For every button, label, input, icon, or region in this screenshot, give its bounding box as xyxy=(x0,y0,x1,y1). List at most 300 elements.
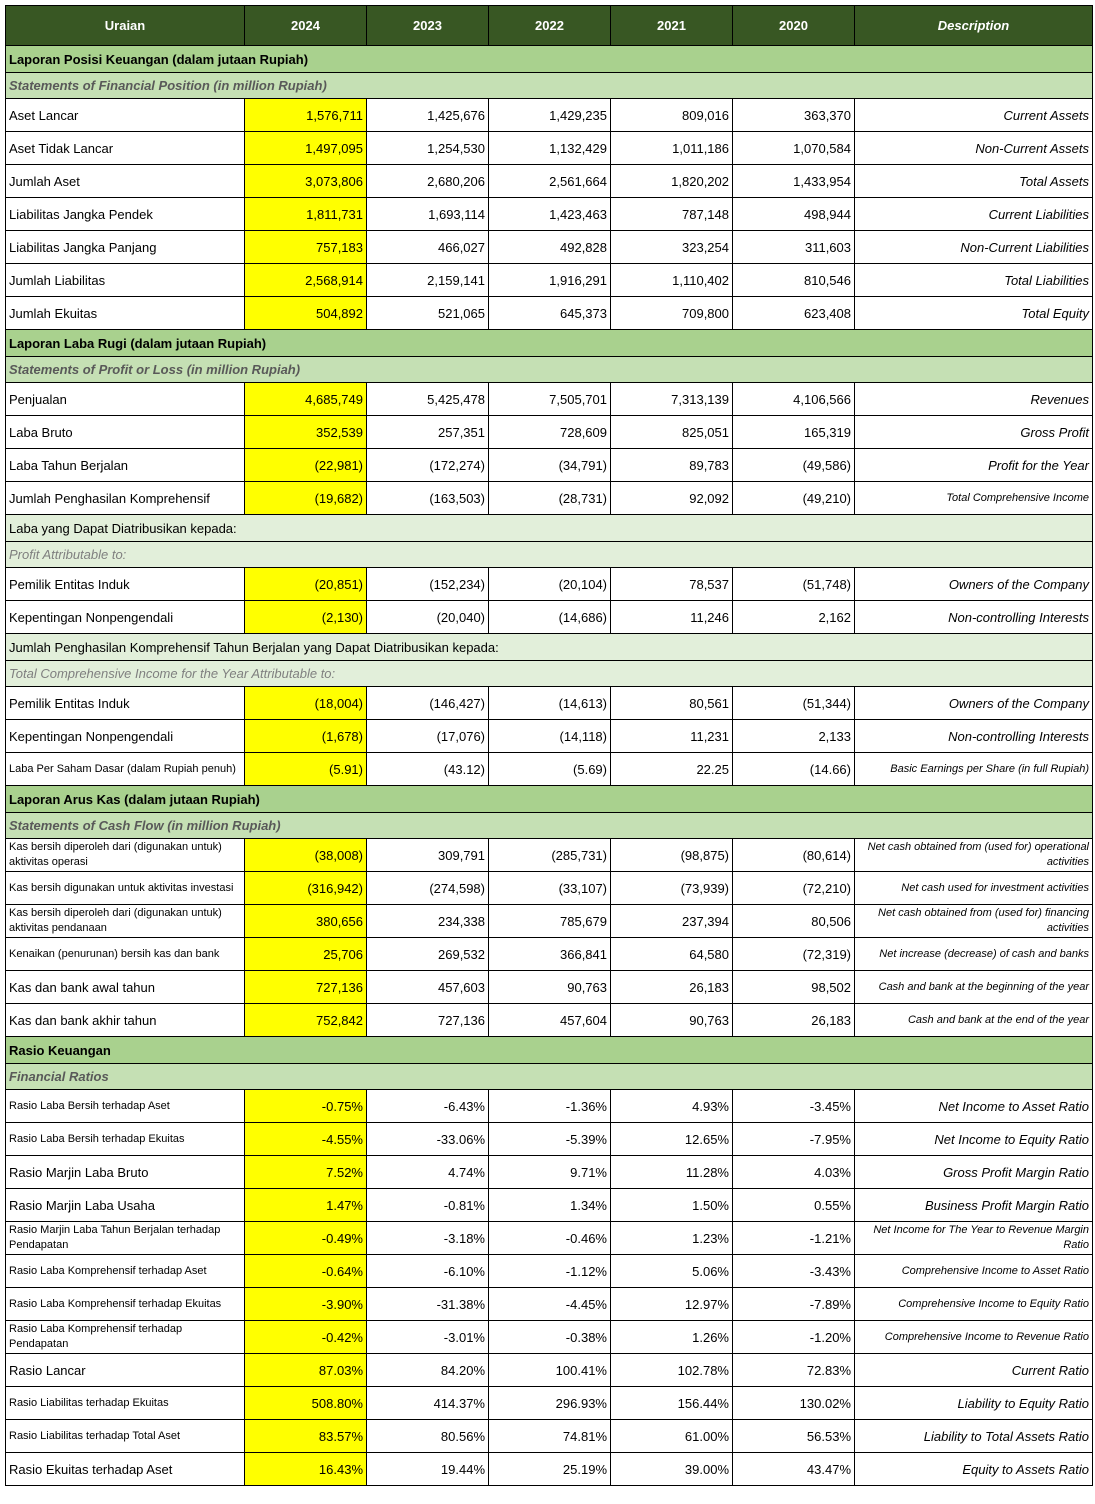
section-subtitle xyxy=(6,813,1093,839)
row-label: Rasio Marjin Laba Usaha xyxy=(6,1189,245,1222)
row-label: Kas bersih digunakan untuk aktivitas investasi xyxy=(6,872,245,905)
cell-2024: 1,497,095 xyxy=(245,132,367,165)
cell-2022: 785,679 xyxy=(489,905,611,938)
cell-2020: 498,944 xyxy=(733,198,855,231)
row-description: Net Income for The Year to Revenue Margin Ratio xyxy=(855,1222,1093,1255)
cell-2024: 3,073,806 xyxy=(245,165,367,198)
cell-2023: -31.38% xyxy=(367,1288,489,1321)
cell-2020: (49,586) xyxy=(733,449,855,482)
cell-2021: 787,148 xyxy=(611,198,733,231)
table-row xyxy=(6,1453,1093,1486)
row-label: Jumlah Aset xyxy=(6,165,245,198)
row-description: Current Ratio xyxy=(855,1354,1093,1387)
cell-2021: 4.93% xyxy=(611,1090,733,1123)
cell-2023: 2,680,206 xyxy=(367,165,489,198)
row-label: Kas dan bank awal tahun xyxy=(6,971,245,1004)
cell-2023: (146,427) xyxy=(367,687,489,720)
row-label: Kas bersih diperoleh dari (digunakan untuk) aktivitas operasi xyxy=(6,839,245,872)
table-row xyxy=(6,872,1093,905)
cell-2021: 825,051 xyxy=(611,416,733,449)
cell-2023: 80.56% xyxy=(367,1420,489,1453)
cell-2024: (19,682) xyxy=(245,482,367,515)
cell-2020: 26,183 xyxy=(733,1004,855,1037)
cell-2023: -3.01% xyxy=(367,1321,489,1354)
row-description: Revenues xyxy=(855,383,1093,416)
row-description: Current Assets xyxy=(855,99,1093,132)
table-row xyxy=(6,687,1093,720)
cell-2022: 728,609 xyxy=(489,416,611,449)
cell-2020: 1,433,954 xyxy=(733,165,855,198)
row-label: Liabilitas Jangka Panjang xyxy=(6,231,245,264)
cell-2022: (33,107) xyxy=(489,872,611,905)
cell-2021: 809,016 xyxy=(611,99,733,132)
cell-2022: 90,763 xyxy=(489,971,611,1004)
cell-2021: 92,092 xyxy=(611,482,733,515)
group-title xyxy=(6,515,1093,542)
cell-2024: 352,539 xyxy=(245,416,367,449)
section-title-label: Laporan Posisi Keuangan (dalam jutaan Rupiah) xyxy=(6,46,1093,73)
cell-2021: 12.97% xyxy=(611,1288,733,1321)
cell-2022: -0.46% xyxy=(489,1222,611,1255)
cell-2021: 709,800 xyxy=(611,297,733,330)
row-description: Equity to Assets Ratio xyxy=(855,1453,1093,1486)
section-title-label: Laporan Laba Rugi (dalam jutaan Rupiah) xyxy=(6,330,1093,357)
cell-2022: -4.45% xyxy=(489,1288,611,1321)
cell-2022: 645,373 xyxy=(489,297,611,330)
section-title xyxy=(6,46,1093,73)
table-row xyxy=(6,1387,1093,1420)
cell-2023: 1,254,530 xyxy=(367,132,489,165)
cell-2021: 1.26% xyxy=(611,1321,733,1354)
header-year-2021: 2021 xyxy=(611,6,733,46)
row-label: Kas bersih diperoleh dari (digunakan untuk) aktivitas pendanaan xyxy=(6,905,245,938)
table-row xyxy=(6,297,1093,330)
section-title xyxy=(6,786,1093,813)
row-label: Rasio Lancar xyxy=(6,1354,245,1387)
cell-2021: 78,537 xyxy=(611,568,733,601)
section-subtitle xyxy=(6,357,1093,383)
header-uraian: Uraian xyxy=(6,6,245,46)
cell-2022: 9.71% xyxy=(489,1156,611,1189)
cell-2023: (172,274) xyxy=(367,449,489,482)
row-label: Laba Per Saham Dasar (dalam Rupiah penuh) xyxy=(6,753,245,786)
cell-2024: -3.90% xyxy=(245,1288,367,1321)
cell-2020: 72.83% xyxy=(733,1354,855,1387)
header-year-2022: 2022 xyxy=(489,6,611,46)
cell-2024: (22,981) xyxy=(245,449,367,482)
cell-2021: 39.00% xyxy=(611,1453,733,1486)
row-label: Rasio Laba Komprehensif terhadap Aset xyxy=(6,1255,245,1288)
table-row xyxy=(6,568,1093,601)
cell-2021: 102.78% xyxy=(611,1354,733,1387)
group-title xyxy=(6,634,1093,661)
cell-2021: (73,939) xyxy=(611,872,733,905)
cell-2020: 0.55% xyxy=(733,1189,855,1222)
cell-2020: 363,370 xyxy=(733,99,855,132)
table-row xyxy=(6,1123,1093,1156)
row-label: Jumlah Liabilitas xyxy=(6,264,245,297)
cell-2024: 1,576,711 xyxy=(245,99,367,132)
cell-2024: (20,851) xyxy=(245,568,367,601)
row-label: Jumlah Penghasilan Komprehensif xyxy=(6,482,245,515)
cell-2020: 98,502 xyxy=(733,971,855,1004)
row-description: Gross Profit Margin Ratio xyxy=(855,1156,1093,1189)
cell-2024: (1,678) xyxy=(245,720,367,753)
cell-2024: 25,706 xyxy=(245,938,367,971)
cell-2020: 311,603 xyxy=(733,231,855,264)
cell-2022: (285,731) xyxy=(489,839,611,872)
table-row xyxy=(6,971,1093,1004)
row-description: Net increase (decrease) of cash and banks xyxy=(855,938,1093,971)
cell-2021: 11.28% xyxy=(611,1156,733,1189)
table-row xyxy=(6,416,1093,449)
cell-2023: 2,159,141 xyxy=(367,264,489,297)
cell-2023: -6.10% xyxy=(367,1255,489,1288)
cell-2020: -3.43% xyxy=(733,1255,855,1288)
cell-2020: (51,344) xyxy=(733,687,855,720)
table-row xyxy=(6,601,1093,634)
cell-2021: 12.65% xyxy=(611,1123,733,1156)
row-description: Cash and bank at the beginning of the year xyxy=(855,971,1093,1004)
row-label: Laba Tahun Berjalan xyxy=(6,449,245,482)
cell-2021: 11,231 xyxy=(611,720,733,753)
cell-2023: 414.37% xyxy=(367,1387,489,1420)
row-description: Gross Profit xyxy=(855,416,1093,449)
cell-2020: 43.47% xyxy=(733,1453,855,1486)
cell-2024: 2,568,914 xyxy=(245,264,367,297)
row-description: Total Equity xyxy=(855,297,1093,330)
cell-2022: (5.69) xyxy=(489,753,611,786)
cell-2024: (2,130) xyxy=(245,601,367,634)
table-row xyxy=(6,839,1093,872)
row-description: Owners of the Company xyxy=(855,687,1093,720)
row-label: Rasio Marjin Laba Tahun Berjalan terhadap Pendapatan xyxy=(6,1222,245,1255)
cell-2021: 89,783 xyxy=(611,449,733,482)
row-description: Comprehensive Income to Revenue Ratio xyxy=(855,1321,1093,1354)
row-description: Liability to Equity Ratio xyxy=(855,1387,1093,1420)
cell-2021: 11,246 xyxy=(611,601,733,634)
row-description: Current Liabilities xyxy=(855,198,1093,231)
row-description: Total Assets xyxy=(855,165,1093,198)
cell-2023: 84.20% xyxy=(367,1354,489,1387)
header-row xyxy=(6,6,1093,46)
cell-2020: 2,133 xyxy=(733,720,855,753)
cell-2023: 234,338 xyxy=(367,905,489,938)
cell-2022: -1.12% xyxy=(489,1255,611,1288)
cell-2020: -7.89% xyxy=(733,1288,855,1321)
row-label: Kenaikan (penurunan) bersih kas dan bank xyxy=(6,938,245,971)
cell-2023: 4.74% xyxy=(367,1156,489,1189)
cell-2024: 1,811,731 xyxy=(245,198,367,231)
cell-2020: 4,106,566 xyxy=(733,383,855,416)
cell-2020: 623,408 xyxy=(733,297,855,330)
cell-2022: -1.36% xyxy=(489,1090,611,1123)
cell-2021: 7,313,139 xyxy=(611,383,733,416)
cell-2020: -1.20% xyxy=(733,1321,855,1354)
cell-2022: 7,505,701 xyxy=(489,383,611,416)
cell-2024: 1.47% xyxy=(245,1189,367,1222)
cell-2024: -0.75% xyxy=(245,1090,367,1123)
table-row xyxy=(6,198,1093,231)
row-label: Jumlah Ekuitas xyxy=(6,297,245,330)
cell-2021: 80,561 xyxy=(611,687,733,720)
group-subtitle xyxy=(6,542,1093,568)
cell-2023: 5,425,478 xyxy=(367,383,489,416)
section-title xyxy=(6,1037,1093,1064)
row-description: Basic Earnings per Share (in full Rupiah) xyxy=(855,753,1093,786)
row-label: Rasio Liabilitas terhadap Total Aset xyxy=(6,1420,245,1453)
cell-2023: 457,603 xyxy=(367,971,489,1004)
cell-2022: 1,429,235 xyxy=(489,99,611,132)
table-row xyxy=(6,905,1093,938)
row-description: Business Profit Margin Ratio xyxy=(855,1189,1093,1222)
cell-2023: 521,065 xyxy=(367,297,489,330)
row-description: Non-controlling Interests xyxy=(855,720,1093,753)
cell-2020: (14.66) xyxy=(733,753,855,786)
cell-2021: (98,875) xyxy=(611,839,733,872)
section-subtitle-label: Statements of Profit or Loss (in million Rupiah) xyxy=(6,357,1093,383)
section-title-label: Rasio Keuangan xyxy=(6,1037,1093,1064)
row-label: Aset Tidak Lancar xyxy=(6,132,245,165)
cell-2021: 22.25 xyxy=(611,753,733,786)
cell-2020: 165,319 xyxy=(733,416,855,449)
header-year-2023: 2023 xyxy=(367,6,489,46)
table-row xyxy=(6,165,1093,198)
cell-2020: -7.95% xyxy=(733,1123,855,1156)
row-label: Kepentingan Nonpengendali xyxy=(6,720,245,753)
cell-2022: (14,686) xyxy=(489,601,611,634)
group-subtitle-label: Profit Attributable to: xyxy=(6,542,1093,568)
cell-2022: (14,118) xyxy=(489,720,611,753)
cell-2024: 504,892 xyxy=(245,297,367,330)
row-description: Owners of the Company xyxy=(855,568,1093,601)
group-title-label: Laba yang Dapat Diatribusikan kepada: xyxy=(6,515,1093,542)
cell-2021: 1,011,186 xyxy=(611,132,733,165)
row-label: Rasio Laba Komprehensif terhadap Pendapatan xyxy=(6,1321,245,1354)
row-label: Penjualan xyxy=(6,383,245,416)
cell-2023: (163,503) xyxy=(367,482,489,515)
cell-2023: (152,234) xyxy=(367,568,489,601)
cell-2024: 7.52% xyxy=(245,1156,367,1189)
cell-2020: (72,210) xyxy=(733,872,855,905)
cell-2024: -0.64% xyxy=(245,1255,367,1288)
section-subtitle-label: Statements of Financial Position (in million Rupiah) xyxy=(6,73,1093,99)
section-title xyxy=(6,330,1093,357)
cell-2024: 757,183 xyxy=(245,231,367,264)
header-description: Description xyxy=(855,6,1093,46)
table-row xyxy=(6,449,1093,482)
cell-2023: 19.44% xyxy=(367,1453,489,1486)
row-description: Liability to Total Assets Ratio xyxy=(855,1420,1093,1453)
cell-2021: 5.06% xyxy=(611,1255,733,1288)
cell-2021: 26,183 xyxy=(611,971,733,1004)
table-row xyxy=(6,1354,1093,1387)
cell-2024: 87.03% xyxy=(245,1354,367,1387)
cell-2022: (20,104) xyxy=(489,568,611,601)
row-description: Comprehensive Income to Equity Ratio xyxy=(855,1288,1093,1321)
row-description: Total Liabilities xyxy=(855,264,1093,297)
cell-2024: 380,656 xyxy=(245,905,367,938)
cell-2023: (274,598) xyxy=(367,872,489,905)
section-title-label: Laporan Arus Kas (dalam jutaan Rupiah) xyxy=(6,786,1093,813)
cell-2024: (38,008) xyxy=(245,839,367,872)
cell-2020: 1,070,584 xyxy=(733,132,855,165)
cell-2021: 90,763 xyxy=(611,1004,733,1037)
cell-2021: 1,110,402 xyxy=(611,264,733,297)
cell-2023: (20,040) xyxy=(367,601,489,634)
cell-2020: (72,319) xyxy=(733,938,855,971)
cell-2024: (316,942) xyxy=(245,872,367,905)
table-row xyxy=(6,1321,1093,1354)
financial-highlights-table xyxy=(5,5,1093,1486)
cell-2022: 457,604 xyxy=(489,1004,611,1037)
row-label: Laba Bruto xyxy=(6,416,245,449)
row-label: Liabilitas Jangka Pendek xyxy=(6,198,245,231)
cell-2020: 56.53% xyxy=(733,1420,855,1453)
row-label: Rasio Laba Bersih terhadap Ekuitas xyxy=(6,1123,245,1156)
cell-2020: (49,210) xyxy=(733,482,855,515)
cell-2022: 492,828 xyxy=(489,231,611,264)
group-subtitle-label: Total Comprehensive Income for the Year Attributable to: xyxy=(6,661,1093,687)
row-description: Profit for the Year xyxy=(855,449,1093,482)
row-description: Cash and bank at the end of the year xyxy=(855,1004,1093,1037)
cell-2022: -5.39% xyxy=(489,1123,611,1156)
cell-2021: 156.44% xyxy=(611,1387,733,1420)
cell-2023: -33.06% xyxy=(367,1123,489,1156)
cell-2022: -0.38% xyxy=(489,1321,611,1354)
cell-2024: -0.49% xyxy=(245,1222,367,1255)
table-body xyxy=(6,46,1093,1486)
row-label: Kas dan bank akhir tahun xyxy=(6,1004,245,1037)
cell-2020: 80,506 xyxy=(733,905,855,938)
row-description: Net Income to Equity Ratio xyxy=(855,1123,1093,1156)
cell-2023: 1,693,114 xyxy=(367,198,489,231)
cell-2020: (51,748) xyxy=(733,568,855,601)
cell-2024: 16.43% xyxy=(245,1453,367,1486)
group-title-label: Jumlah Penghasilan Komprehensif Tahun Berjalan yang Dapat Diatribusikan kepada: xyxy=(6,634,1093,661)
row-description: Non-Current Assets xyxy=(855,132,1093,165)
table-row xyxy=(6,1090,1093,1123)
cell-2023: 309,791 xyxy=(367,839,489,872)
cell-2023: 727,136 xyxy=(367,1004,489,1037)
section-subtitle-label: Financial Ratios xyxy=(6,1064,1093,1090)
cell-2024: -0.42% xyxy=(245,1321,367,1354)
table-row xyxy=(6,720,1093,753)
row-description: Total Comprehensive Income xyxy=(855,482,1093,515)
cell-2021: 1,820,202 xyxy=(611,165,733,198)
table-row xyxy=(6,264,1093,297)
row-description: Net cash used for investment activities xyxy=(855,872,1093,905)
section-subtitle-label: Statements of Cash Flow (in million Rupiah) xyxy=(6,813,1093,839)
row-description: Net cash obtained from (used for) operational activities xyxy=(855,839,1093,872)
cell-2023: 269,532 xyxy=(367,938,489,971)
row-label: Rasio Ekuitas terhadap Aset xyxy=(6,1453,245,1486)
table-row xyxy=(6,1420,1093,1453)
cell-2024: 4,685,749 xyxy=(245,383,367,416)
header-year-2024: 2024 xyxy=(245,6,367,46)
cell-2021: 64,580 xyxy=(611,938,733,971)
table-row xyxy=(6,132,1093,165)
table-row xyxy=(6,1288,1093,1321)
cell-2020: 810,546 xyxy=(733,264,855,297)
cell-2022: 2,561,664 xyxy=(489,165,611,198)
cell-2020: -1.21% xyxy=(733,1222,855,1255)
cell-2022: 1,916,291 xyxy=(489,264,611,297)
cell-2024: 83.57% xyxy=(245,1420,367,1453)
cell-2021: 237,394 xyxy=(611,905,733,938)
table-row xyxy=(6,1222,1093,1255)
cell-2020: 2,162 xyxy=(733,601,855,634)
row-label: Pemilik Entitas Induk xyxy=(6,687,245,720)
row-label: Pemilik Entitas Induk xyxy=(6,568,245,601)
cell-2022: 74.81% xyxy=(489,1420,611,1453)
cell-2022: (14,613) xyxy=(489,687,611,720)
cell-2023: 1,425,676 xyxy=(367,99,489,132)
cell-2023: 257,351 xyxy=(367,416,489,449)
cell-2022: 1,132,429 xyxy=(489,132,611,165)
row-description: Non-controlling Interests xyxy=(855,601,1093,634)
cell-2020: 130.02% xyxy=(733,1387,855,1420)
cell-2024: -4.55% xyxy=(245,1123,367,1156)
row-label: Kepentingan Nonpengendali xyxy=(6,601,245,634)
row-label: Rasio Laba Bersih terhadap Aset xyxy=(6,1090,245,1123)
row-label: Rasio Marjin Laba Bruto xyxy=(6,1156,245,1189)
row-description: Comprehensive Income to Asset Ratio xyxy=(855,1255,1093,1288)
cell-2024: (18,004) xyxy=(245,687,367,720)
table-row xyxy=(6,482,1093,515)
cell-2024: 752,842 xyxy=(245,1004,367,1037)
row-description: Net cash obtained from (used for) financing activities xyxy=(855,905,1093,938)
cell-2021: 323,254 xyxy=(611,231,733,264)
cell-2023: -0.81% xyxy=(367,1189,489,1222)
cell-2022: 25.19% xyxy=(489,1453,611,1486)
cell-2023: -3.18% xyxy=(367,1222,489,1255)
row-label: Rasio Liabilitas terhadap Ekuitas xyxy=(6,1387,245,1420)
row-label: Aset Lancar xyxy=(6,99,245,132)
table-row xyxy=(6,383,1093,416)
row-label: Rasio Laba Komprehensif terhadap Ekuitas xyxy=(6,1288,245,1321)
row-description: Non-Current Liabilities xyxy=(855,231,1093,264)
table-row xyxy=(6,1189,1093,1222)
header-year-2020: 2020 xyxy=(733,6,855,46)
table-row xyxy=(6,1255,1093,1288)
cell-2022: 100.41% xyxy=(489,1354,611,1387)
cell-2023: (43.12) xyxy=(367,753,489,786)
cell-2022: 1.34% xyxy=(489,1189,611,1222)
table-row xyxy=(6,1156,1093,1189)
cell-2024: 508.80% xyxy=(245,1387,367,1420)
cell-2024: (5.91) xyxy=(245,753,367,786)
cell-2021: 1.23% xyxy=(611,1222,733,1255)
section-subtitle xyxy=(6,73,1093,99)
table-row xyxy=(6,231,1093,264)
cell-2023: 466,027 xyxy=(367,231,489,264)
cell-2021: 61.00% xyxy=(611,1420,733,1453)
cell-2020: -3.45% xyxy=(733,1090,855,1123)
cell-2020: (80,614) xyxy=(733,839,855,872)
cell-2023: (17,076) xyxy=(367,720,489,753)
group-subtitle xyxy=(6,661,1093,687)
table-row xyxy=(6,99,1093,132)
row-description: Net Income to Asset Ratio xyxy=(855,1090,1093,1123)
cell-2022: 1,423,463 xyxy=(489,198,611,231)
cell-2020: 4.03% xyxy=(733,1156,855,1189)
cell-2022: 296.93% xyxy=(489,1387,611,1420)
table-row xyxy=(6,753,1093,786)
section-subtitle xyxy=(6,1064,1093,1090)
cell-2021: 1.50% xyxy=(611,1189,733,1222)
cell-2023: -6.43% xyxy=(367,1090,489,1123)
